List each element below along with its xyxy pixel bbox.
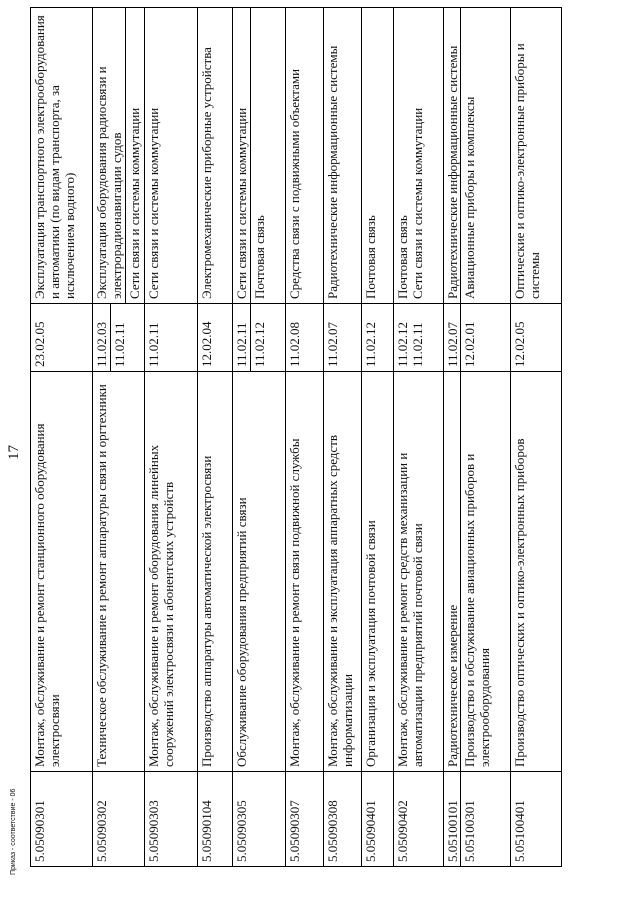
specialty-code: 11.02.12 <box>363 321 378 367</box>
specialty-name: Почтовая связь <box>250 8 268 303</box>
specialty-code: 11.02.07 <box>445 321 460 367</box>
specialty-code: 12.02.05 <box>512 321 527 367</box>
correspondence-table <box>30 7 635 867</box>
specialty-code-cell <box>286 303 323 371</box>
specialty-name: Средства связи с подвижными объектами <box>287 68 302 299</box>
specialty-code-cell <box>145 303 197 371</box>
program-name: Монтаж, обслуживание и ремонт средств механизации и автоматизации предприятий почтовой связи <box>394 371 443 771</box>
specialty-code-cell <box>31 303 92 371</box>
program-code: 5.05090302 <box>93 771 144 866</box>
specialty-name: Сети связи и системы коммутации <box>234 107 249 299</box>
specialty-code: 23.02.05 <box>32 321 47 367</box>
table-row <box>144 7 197 867</box>
specialty-code: 11.02.08 <box>287 321 302 367</box>
specialty-name: Авиационные приборы и комплексы <box>462 96 477 299</box>
specialty-name: Сети связи и системы коммутации <box>146 107 161 299</box>
program-name: Производство и обслуживание авиационных приборов и электрооборудования <box>461 371 510 771</box>
specialty-code-cell <box>444 303 460 371</box>
specialty-code: 12.02.01 <box>462 321 477 367</box>
specialty-name-cell <box>145 8 197 303</box>
specialty-name: Оптические и оптико-электронные приборы и системы <box>512 43 542 299</box>
specialty-code: 11.02.11 <box>234 322 249 367</box>
table-row <box>460 7 510 867</box>
specialty-code: 11.02.12 11.02.11 <box>395 321 425 367</box>
specialty-code-cell <box>461 303 510 371</box>
program-code: 5.05090104 <box>198 771 232 866</box>
specialty-name-cell <box>233 8 285 303</box>
program-code: 5.05090308 <box>324 771 361 866</box>
specialty-code: 11.02.03 <box>94 321 109 367</box>
specialty-code: 11.02.11 <box>110 304 128 371</box>
table-row <box>510 7 562 867</box>
specialty-code-cell <box>198 303 232 371</box>
program-code: 5.05100101 <box>444 771 460 866</box>
table-row <box>285 7 323 867</box>
program-code: 5.05090305 <box>233 771 285 866</box>
program-name: Радиотехническое измерение <box>444 371 460 771</box>
table-row <box>30 7 92 867</box>
specialty-name-cell <box>444 8 460 303</box>
specialty-code: 11.02.07 <box>325 321 340 367</box>
specialty-code: 11.02.12 <box>250 304 268 371</box>
page-number: 17 <box>6 445 22 460</box>
specialty-name: Электромеханические приборные устройства <box>199 47 214 299</box>
program-name: Монтаж, обслуживание и эксплуатация аппаратных средств информатизации <box>324 371 361 771</box>
table-row <box>232 7 285 867</box>
table-row <box>443 7 460 867</box>
program-code: 5.05090307 <box>286 771 323 866</box>
specialty-name-cell <box>394 8 443 303</box>
program-code: 5.05090401 <box>362 771 393 866</box>
specialty-name-cell <box>286 8 323 303</box>
specialty-name: Радиотехнические информационные системы <box>445 45 460 299</box>
program-name: Обслуживание оборудования предприятий связи <box>233 371 285 771</box>
specialty-name-cell <box>511 8 561 303</box>
program-code: 5.05090301 <box>31 771 92 866</box>
specialty-name-cell <box>93 8 144 303</box>
program-name: Монтаж, обслуживание и ремонт связи подвижной службы <box>286 371 323 771</box>
program-name: Монтаж, обслуживание и ремонт станционного оборудования электросвязи <box>31 371 92 771</box>
program-code: 5.05090303 <box>145 771 197 866</box>
program-code: 5.05100301 <box>461 771 510 866</box>
table-row <box>361 7 393 867</box>
specialty-name: Эксплуатация оборудования радиосвязи и электрорадионавигации судов <box>94 66 124 299</box>
specialty-name: Почтовая связь <box>363 215 378 299</box>
table-row <box>393 7 443 867</box>
specialty-name: Радиотехнические информационные системы <box>325 45 340 299</box>
specialty-code-cell <box>511 303 561 371</box>
specialty-code: 11.02.11 <box>146 322 161 367</box>
specialty-name-cell <box>198 8 232 303</box>
specialty-name: Сети связи и системы коммутации <box>125 8 143 303</box>
specialty-name-cell <box>362 8 393 303</box>
program-name: Монтаж, обслуживание и ремонт оборудования линейных сооружений электросвязи и абонентских устройств <box>145 371 197 771</box>
program-name: Техническое обслуживание и ремонт аппаратуры связи и оргтехники <box>93 371 144 771</box>
specialty-code-cell <box>93 303 144 371</box>
table-row <box>323 7 361 867</box>
specialty-name: Почтовая связь Сети связи и системы коммутации <box>395 107 425 299</box>
specialty-code-cell <box>233 303 285 371</box>
program-code: 5.05090402 <box>394 771 443 866</box>
program-name: Производство аппаратуры автоматической электросвязи <box>198 371 232 771</box>
table-row <box>92 7 144 867</box>
specialty-code-cell <box>394 303 443 371</box>
program-code: 5.05100401 <box>511 771 561 866</box>
specialty-name-cell <box>461 8 510 303</box>
table-row <box>197 7 232 867</box>
specialty-code-cell <box>362 303 393 371</box>
specialty-name-cell <box>324 8 361 303</box>
specialty-code: 12.02.04 <box>199 321 214 367</box>
program-name: Производство оптических и оптико-электронных приборов <box>511 371 561 771</box>
footer-text: Приказ - соответствие - 06 <box>10 788 17 875</box>
specialty-name-cell <box>31 8 92 303</box>
specialty-name: Эксплуатация транспортного электрооборудования и автоматики (по видам транспорта, за исключением водного) <box>32 15 77 299</box>
program-name: Организация и эксплуатация почтовой связи <box>362 371 393 771</box>
specialty-code-cell <box>324 303 361 371</box>
